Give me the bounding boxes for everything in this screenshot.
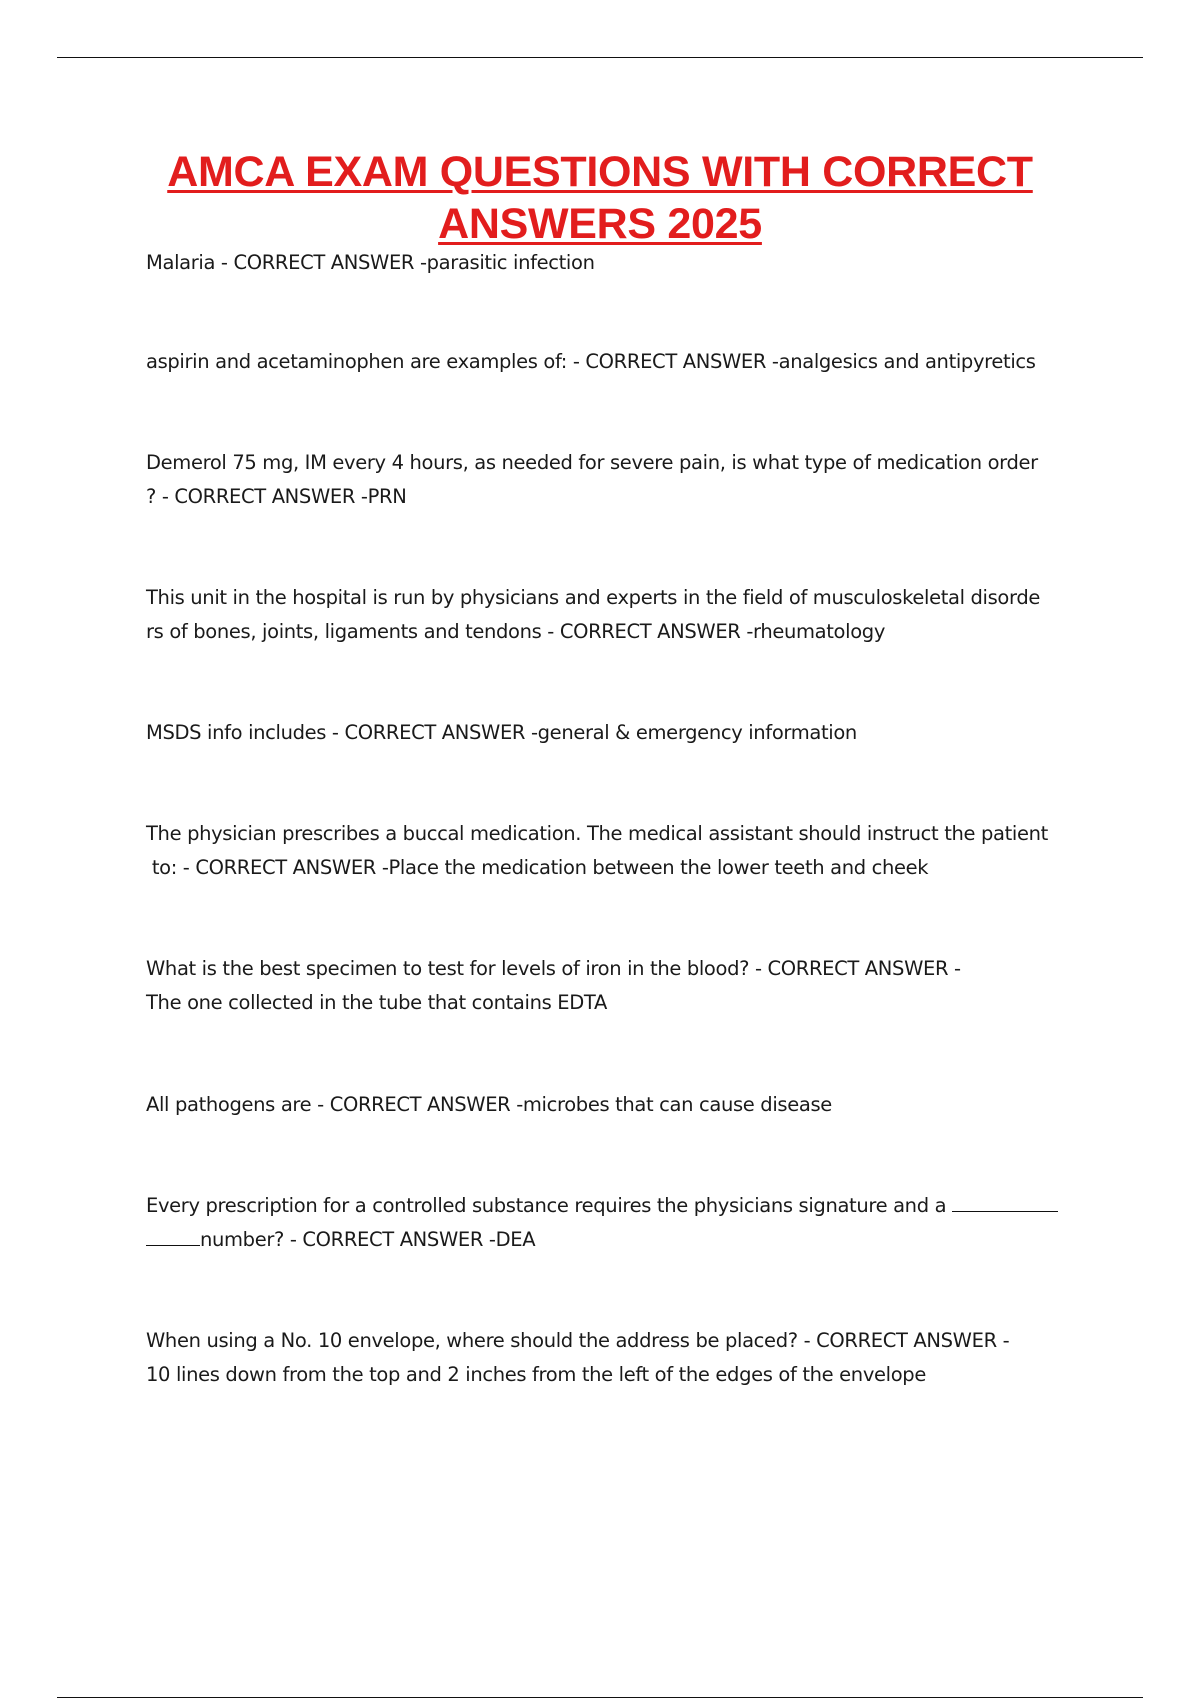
qa-line: The one collected in the tube that contains EDTA (146, 991, 607, 1014)
qa-line: All pathogens are - CORRECT ANSWER -microbes that can cause disease (146, 1093, 832, 1116)
title-line-2: ANSWERS 2025 (438, 200, 762, 248)
qa-item-3 (146, 446, 1096, 514)
qa-line: ? - CORRECT ANSWER -PRN (146, 485, 407, 508)
qa-item-7 (146, 952, 1096, 1020)
qa-line: rs of bones, joints, ligaments and tendons - CORRECT ANSWER -rheumatology (146, 620, 886, 643)
qa-line: to: - CORRECT ANSWER -Place the medication between the lower teeth and cheek (146, 856, 929, 879)
qa-item-5 (146, 716, 1096, 750)
qa-line (146, 1223, 1096, 1257)
document-title (100, 146, 1100, 250)
bottom-rule (57, 1697, 1143, 1698)
qa-item-4 (146, 581, 1096, 649)
qa-text: number? - CORRECT ANSWER -DEA (200, 1228, 536, 1251)
qa-line (146, 1189, 1096, 1223)
qa-line: This unit in the hospital is run by physicians and experts in the field of musculoskeletal disorde (146, 586, 1041, 609)
qa-line: MSDS info includes - CORRECT ANSWER -general & emergency information (146, 721, 857, 744)
qa-line: Demerol 75 mg, IM every 4 hours, as needed for severe pain, is what type of medication order (146, 451, 1038, 474)
qa-item-8 (146, 1088, 1096, 1122)
qa-item-10 (146, 1324, 1096, 1392)
qa-line: When using a No. 10 envelope, where should the address be placed? - CORRECT ANSWER - (146, 1329, 1010, 1352)
qa-line: The physician prescribes a buccal medication. The medical assistant should instruct the patient (146, 822, 1048, 845)
fill-in-blank (146, 1227, 200, 1246)
qa-line: Malaria - CORRECT ANSWER -parasitic infection (146, 251, 595, 274)
qa-item-1 (146, 246, 1096, 280)
qa-item-6 (146, 817, 1096, 885)
qa-item-9 (146, 1189, 1096, 1257)
fill-in-blank (952, 1193, 1058, 1212)
qa-text: Every prescription for a controlled substance requires the physicians signature and a (146, 1194, 953, 1217)
qa-line: What is the best specimen to test for levels of iron in the blood? - CORRECT ANSWER - (146, 957, 961, 980)
qa-item-2 (146, 345, 1096, 379)
title-line-1: AMCA EXAM QUESTIONS WITH CORRECT (167, 148, 1033, 196)
qa-line: 10 lines down from the top and 2 inches from the left of the edges of the envelope (146, 1363, 926, 1386)
qa-line: aspirin and acetaminophen are examples of: - CORRECT ANSWER -analgesics and antipyretics (146, 350, 1036, 373)
top-rule (57, 57, 1143, 58)
